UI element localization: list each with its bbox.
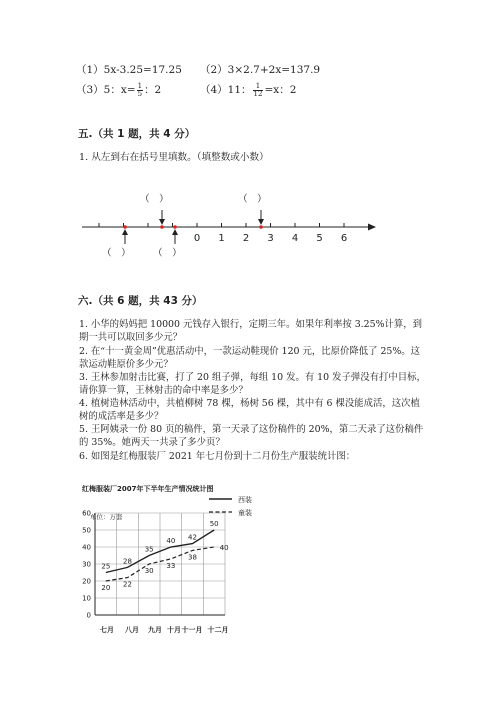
line-chart: [0, 470, 500, 645]
chart-title: 红梅服装厂2007年下半年生产情况统计图: [82, 485, 214, 493]
marked-point-2: [160, 225, 164, 229]
data-label: 33: [166, 561, 176, 570]
question-6: 6. 如图是红梅服装厂 2021 年七月份到十二月份生产服装统计图：: [79, 451, 356, 462]
question-2: 2. 在“十一黄金周”优惠活动中，一款运动鞋现价 120 元，比原价降低了 25%。这款运动鞋原价多少元？: [79, 346, 421, 371]
blank-top-1: （ ）: [140, 194, 169, 205]
data-label: 22: [123, 580, 132, 589]
x-tick-label: 九月: [148, 626, 162, 634]
fraction-numerator: 1: [137, 81, 143, 90]
arrow-up-1-head: [122, 229, 128, 235]
data-label: 42: [188, 533, 197, 542]
number-line-labels: [194, 233, 347, 244]
x-tick-label: 七月: [100, 626, 114, 634]
marked-point-4: [259, 225, 263, 229]
y-tick-label: 60: [82, 509, 91, 518]
equation-3-suffix: ：2: [144, 84, 162, 96]
equation-4-prefix: （4）11：: [200, 84, 252, 96]
data-label: 35: [144, 545, 154, 554]
chart-unit-label: 单位：万套: [90, 513, 123, 521]
section-5-question: 1. 从左到右在括号里填数。（填整数或小数）: [79, 152, 269, 163]
number-line-label: 4: [291, 233, 299, 244]
equation-1: （1）5x-3.25=17.25: [76, 64, 182, 76]
question-3: 3. 王林参加射击比赛，打了 20 组子弹，每组 10 发。有 10 发子弹没有打中目标，请你算一算，王林射击的命中率是多少？: [79, 372, 426, 397]
arrow-up-2-head: [172, 229, 178, 235]
data-label: 40: [166, 537, 176, 545]
question-4: 4. 植树造林活动中，共植柳树 78 棵，杨树 56 棵，其中有 6 棵没能成活，这次植树的成活率是多少？: [79, 398, 420, 423]
y-tick-label: 20: [82, 577, 91, 586]
marked-point-3: [173, 225, 177, 229]
chart-x-tick-labels: [100, 625, 229, 634]
legend-label-tongzhuang: 童装: [238, 509, 252, 517]
number-line-arrowhead: [368, 224, 376, 231]
number-line-ticks: [99, 223, 344, 227]
equation-3-prefix: （3）5：x=: [76, 84, 136, 96]
data-label: 25: [101, 562, 111, 571]
marked-point-1: [123, 225, 127, 229]
x-tick-label: 十二月: [207, 626, 229, 634]
number-line-label: 0: [193, 233, 201, 244]
data-label: 50: [209, 520, 219, 528]
number-line-label: 5: [316, 233, 323, 244]
number-line-label: 1: [218, 233, 225, 244]
chart-grid: [95, 513, 225, 615]
y-tick-label: 40: [82, 543, 91, 552]
number-line-label: 6: [340, 233, 348, 244]
arrow-down-1-head: [159, 219, 165, 225]
y-tick-label: 10: [82, 594, 91, 603]
chart-legend: [209, 495, 252, 517]
data-label: 40: [219, 544, 229, 552]
equation-4-suffix: =x：2: [264, 84, 297, 96]
y-tick-label: 30: [82, 560, 91, 569]
question-1: 1. 小华的妈妈把 10000 元钱存入银行，定期三年。如果年利率按 3.25%计算，到期一共可以取回多少元？: [79, 319, 422, 344]
data-label: 38: [188, 553, 197, 562]
blank-bottom-2: （ ）: [153, 248, 182, 259]
legend-label-xizhuang: 西装: [238, 496, 252, 504]
data-label: 20: [101, 584, 111, 592]
number-line-label: 2: [242, 233, 250, 244]
equation-2: （2）3×2.7+2x=137.9: [200, 64, 321, 76]
question-5: 5. 王阿姨录一份 80 页的稿件，第一天录了这份稿件的 20%，第二天录了这份稿件的 35%。她两天一共录了多少页？: [79, 424, 424, 449]
blank-bottom-1: （ ）: [102, 248, 131, 259]
blank-top-2: （ ）: [238, 194, 267, 205]
fraction-numerator: 1: [253, 83, 264, 91]
data-label: 30: [144, 567, 154, 575]
y-tick-label: 50: [82, 526, 91, 535]
x-tick-label: 十一月: [181, 626, 203, 634]
x-tick-label: 八月: [125, 626, 139, 634]
data-label: 28: [123, 557, 132, 566]
number-line-label: 3: [267, 233, 274, 244]
section-5-heading: 五.（共 1 题，共 4 分）: [78, 128, 196, 140]
arrow-down-2-head: [258, 219, 264, 225]
number-line: [0, 0, 500, 260]
fraction-denominator: 12: [253, 89, 263, 98]
y-tick-label: 0: [86, 611, 91, 620]
section-6-heading: 六.（共 6 题，共 43 分）: [78, 295, 203, 307]
fraction-denominator: 5: [137, 89, 143, 98]
chart-y-tick-labels: [82, 510, 91, 620]
x-tick-label: 十月: [167, 626, 181, 634]
